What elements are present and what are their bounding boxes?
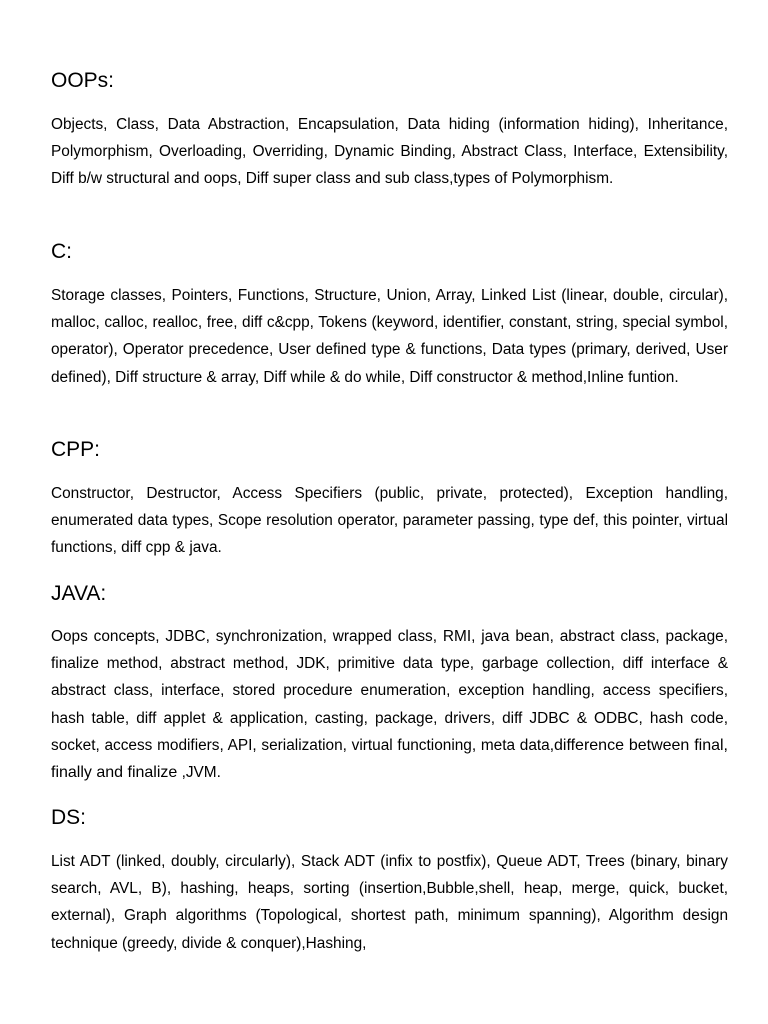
section-heading-c: C: [51, 240, 72, 263]
section-body-java [51, 623, 728, 786]
section-body-cpp: Constructor, Destructor, Access Specifiers (public, private, protected), Exception handling, enumerated data types, Scope resolution operator, parameter passing, type def, this pointer, virtual functions, diff cpp & java. [51, 485, 728, 557]
section-heading-cpp: CPP: [51, 438, 101, 461]
section-body-c: Storage classes, Pointers, Functions, Structure, Union, Array, Linked List (linear, double, circular), malloc, calloc, realloc, free, diff c&cpp, Tokens (keyword, identifier, constant, string, special symbol, operator), Operator precedence, User defined type & functions, Data types (primary, derived, User defined), Diff structure & array, Diff while & do while, Diff constructor & method,Inline funtion. [51, 287, 728, 386]
section-body-oops: Objects, Class, Data Abstraction, Encapsulation, Data hiding (information hiding), Inheritance, Polymorphism, Overloading, Overriding, Dynamic Binding, Abstract Class, Interface, Extensibility, Diff b/w structural and oops, Diff super class and sub class,types of Polymorphism. [51, 116, 728, 188]
java-body-text: Oops concepts, JDBC, synchronization, wrapped class, RMI, java bean, abstract class, package, finalize method, abstract method, JDK, primitive data type, garbage collection, diff interface & abstract class, interface, stored procedure enumeration, exception handling, access specifiers, hash table, diff applet & application, casting, package, drivers, diff JDBC & ODBC, hash code, socket, access modifiers, API, serialization, virtual functioning, meta data, [51, 628, 728, 754]
section-heading-oops: OOPs: [51, 69, 115, 92]
section-heading-ds: DS: [51, 806, 87, 829]
section-body-ds: List ADT (linked, doubly, circularly), Stack ADT (infix to postfix), Queue ADT, Trees (binary, binary search, AVL, B), hashing, heaps, sorting (insertion,Bubble,shell, heap, merge, quick, bucket, external), Graph algorithms (Topological, shortest path, minimum spanning), Algorithm design technique (greedy, divide & conquer),Hashing, [51, 853, 728, 952]
section-heading-java: JAVA: [51, 582, 107, 605]
java-body-highlight: difference between final, finally and finalize [51, 736, 728, 782]
java-body-end: ,JVM. [177, 764, 221, 782]
